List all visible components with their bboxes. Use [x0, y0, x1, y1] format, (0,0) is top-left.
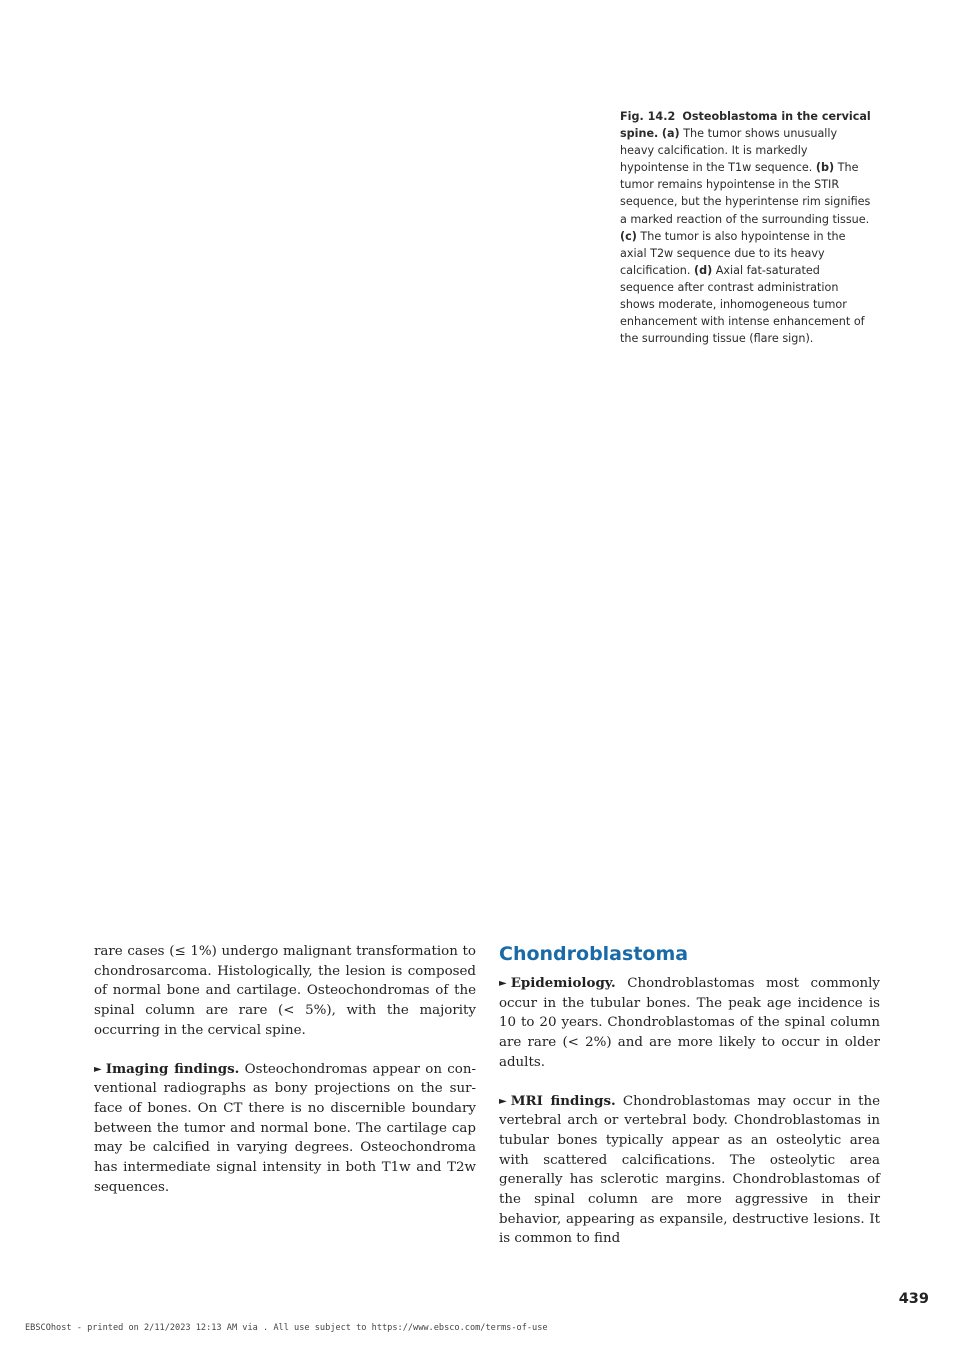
imaging-findings-text: Osteochondromas appear on conventional radiographs as bony projections on the surface of bones. On CT there is no discernible boundary between the tumor and normal bone. The cartilage cap may be calcified in varying degrees. Osteochondroma has intermediate signal intensity in both T1w and T2w sequences. [94, 1061, 476, 1195]
mri-findings-lead: MRI findings. [510, 1092, 616, 1109]
caption-text-a: The tumor shows unusually heavy calcification. It is markedly hypointense in the T1w sequence. [620, 127, 838, 175]
osteochondroma-paragraph: rare cases (≤ 1%) undergo malignant transformation to chondrosarcoma. Histologically, the lesion is composed of normal bone and cartilage. Osteochondromas of the spinal column are rare (< 5%), with the majority occurring in the cervical spine. [94, 944, 476, 1038]
section-heading: Chondroblastoma [499, 943, 689, 965]
bullet-arrow-icon: ► [94, 1063, 102, 1075]
epidemiology-text: Chondroblastomas most commonly occur in the tubular bones. The peak age incidence is 10 to 20 years. Chondroblastomas of the spinal column are rare (< 2%) and are more likely to occur in older adults. [499, 976, 880, 1070]
caption-marker-d: (d) [693, 263, 713, 277]
caption-text-c: The tumor is also hypointense in the axial T2w sequence due to its heavy calcification. [620, 229, 846, 277]
imaging-findings-paragraph [94, 1060, 476, 1198]
figure-label: Fig. 14.2 [620, 110, 676, 123]
caption-text-b: The tumor remains hypointense in the STIR sequence, but the hyperintense rim signifies a marked reaction of the surrounding tissue. [620, 161, 871, 226]
caption-marker-b: (b) [815, 161, 835, 175]
bullet-arrow-icon: ► [499, 978, 507, 989]
caption-text-d: Axial fat-saturated sequence after contrast administration shows moderate, inhomogeneous tumor enhancement with intense enhancement of the surrounding tissue (flare sign). [620, 263, 865, 346]
epidemiology-lead: Epidemiology. [510, 975, 616, 991]
imaging-findings-lead: Imaging findings. [105, 1060, 240, 1077]
left-column [94, 942, 476, 1197]
mri-findings-text: Chondroblastomas may occur in the vertebral arch or vertebral body. Chondroblastomas in tubular bones typically appear as an osteolytic area with scattered calcifications. The osteolytic area generally has sclerotic margins. Chondroblastomas of the spinal column are more aggressive in their behavior, appearing as expansile, destructive lesions. It is common to find [499, 1093, 880, 1247]
caption-marker-a: (a) [661, 127, 680, 141]
figure-caption [620, 108, 872, 347]
figure-title: Osteoblastoma in the cervical spine. [620, 110, 871, 141]
epidemiology-paragraph [499, 974, 880, 1073]
footer-notice: EBSCOhost - printed on 2/11/2023 12:13 AM via . All use subject to https://www.ebsco.com/terms-of-use [25, 1323, 548, 1333]
caption-marker-c: (c) [620, 229, 637, 243]
mri-findings-paragraph [499, 1092, 880, 1250]
page-number: 439 [898, 1291, 929, 1307]
bullet-arrow-icon: ► [499, 1095, 507, 1107]
right-column [499, 942, 880, 1249]
